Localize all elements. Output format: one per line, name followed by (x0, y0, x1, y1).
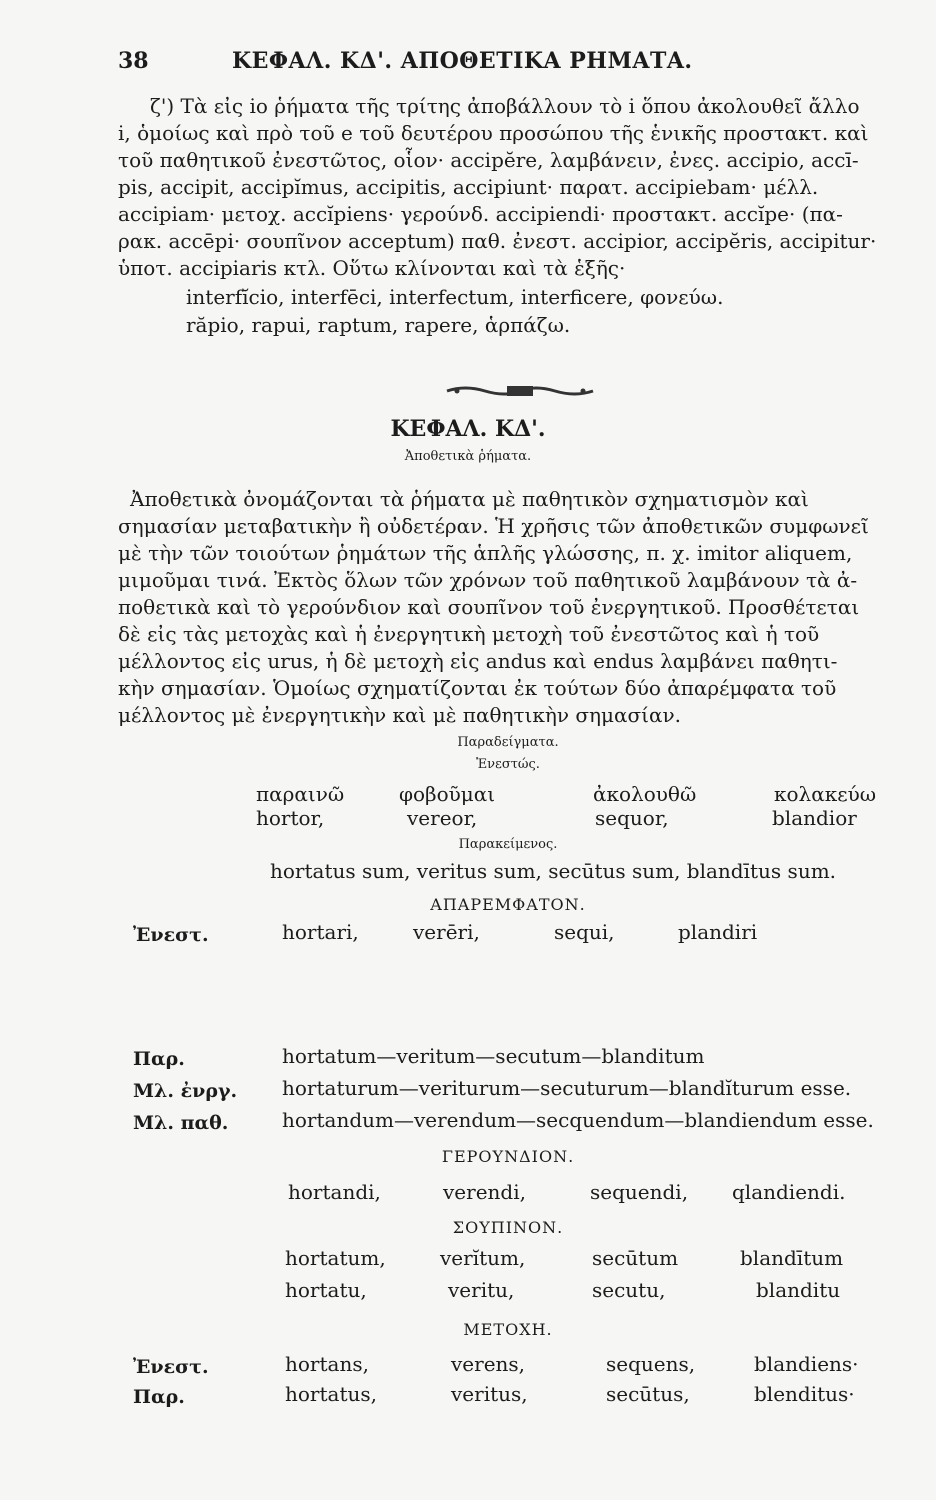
body-line: μιμοῦμαι τινά. Ἐκτὸς ὅλων τῶν χρόνων τοῦ παθητικοῦ λαμβάνουν τὰ ἀ- (118, 568, 858, 592)
intro-line: i, ὁμοίως καὶ πρὸ τοῦ e τοῦ δευτέρου προσώπου τῆς ἑνικῆς προστακτ. καὶ (118, 121, 869, 145)
gerund-heading: ΓΕΡΟΥΝΔΙΟΝ. (441, 1147, 575, 1166)
infinitive-heading: ΑΠΑΡΕΜΦΑΤΟΝ. (430, 895, 586, 914)
participle-cell: blenditus· (754, 1382, 855, 1406)
body-line: κὴν σημασίαν. Ὁμοίως σχηματίζονται ἐκ τούτων δύο ἀπαρέμφατα τοῦ (118, 676, 837, 700)
running-title: ΚΕΦΑΛ. ΚΔ'. ΑΠΟΘΕΤΙΚΑ ΡΗΜΑΤΑ. (232, 48, 693, 74)
intro-line: τοῦ παθητικοῦ ἐνεστῶτος, οἷον· accipĕre, λαμβάνειν, ἐνες. accipio, accī- (118, 148, 859, 172)
body-line: δὲ εἰς τὰς μετοχὰς καὶ ἡ ἐνεργητικὴ μετοχὴ τοῦ ἐνεστῶτος καὶ ἡ τοῦ (118, 622, 820, 646)
infinitive-cell: plandiri (678, 920, 758, 944)
participle-cell: secūtus, (606, 1382, 690, 1406)
participle-cell: veritus, (451, 1382, 528, 1406)
infinitive-cell: hortari, (282, 920, 359, 944)
row-label: Μλ. ἐνργ. (133, 1080, 238, 1102)
infinitive-cell: verēri, (413, 920, 480, 944)
body-line: σημασίαν μεταβατικὴν ἢ οὐδετέραν. Ἡ χρῆσις τῶν ἀποθετικῶν συμφωνεῖ (118, 514, 869, 538)
intro-line: ὑποτ. accipiaris κτλ. Οὕτω κλίνονται καὶ τὰ ἑξῆς· (118, 256, 626, 280)
supine-heading: ΣΟΥΠΙΝΟΝ. (452, 1218, 564, 1237)
participle-cell: blandiens· (754, 1352, 859, 1376)
chapter-heading: ΚΕΦΑΛ. ΚΔ'. (390, 416, 546, 442)
intro-line: ζ') Τὰ εἰς io ῥήματα τῆς τρίτης ἀποβάλλουν τὸ i ὅπου ἀκολουθεῖ ἄλλο (150, 94, 860, 118)
participle-cell: sequens, (606, 1352, 696, 1376)
supine-cell: blandītum (740, 1246, 844, 1270)
supine-cell: blanditu (756, 1278, 841, 1302)
participle-cell: hortatus, (285, 1382, 377, 1406)
examples-title: Παραδείγματα. (457, 735, 559, 750)
body-line: μέλλοντος εἰς urus, ἡ δὲ μετοχὴ εἰς andus καὶ endus λαμβάνει παθητι- (118, 649, 838, 673)
infinitive-row: hortandum—verendum—secquendum—blandiendum esse. (282, 1108, 874, 1132)
supine-cell: hortatum, (285, 1246, 386, 1270)
greek-verb: ἀκολουθῶ (593, 782, 697, 806)
latin-verb: blandior (772, 806, 857, 830)
gerund-cell: verendi, (443, 1180, 526, 1204)
participle-heading: ΜΕΤΟΧΗ. (463, 1320, 553, 1339)
greek-verb: κολακεύω (774, 782, 877, 806)
body-line: μέλλοντος μὲ ἐνεργητικὴν καὶ μὲ παθητικὴν σημασίαν. (118, 703, 682, 727)
supine-cell: verĭtum, (440, 1246, 526, 1270)
gerund-cell: sequendi, (590, 1180, 689, 1204)
page-number: 38 (118, 48, 149, 74)
intro-line: interfĭcio, interfēci, interfectum, interficere, φονεύω. (186, 285, 724, 309)
infinitive-cell: sequi, (554, 920, 615, 944)
gerund-cell: hortandi, (288, 1180, 381, 1204)
greek-verb: φοβοῦμαι (399, 782, 496, 806)
row-label: Ἐνεστ. (133, 1356, 209, 1378)
supine-cell: hortatu, (285, 1278, 367, 1302)
present-label: Ἐνεστώς. (476, 757, 540, 772)
supine-cell: veritu, (448, 1278, 515, 1302)
body-line: μὲ τὴν τῶν τοιούτων ῥημάτων τῆς ἁπλῆς γλώσσης, π. χ. imitor aliquem, (118, 541, 853, 565)
intro-line: pis, accipit, accipĭmus, accipitis, accipiunt· παρατ. accipiebam· μέλλ. (118, 175, 819, 199)
intro-line: ρακ. accēpi· σουπῖνον acceptum) παθ. ἐνεστ. accipior, accipĕris, accipitur· (118, 229, 877, 253)
latin-verb: hortor, (256, 806, 325, 830)
perfect-line: hortatus sum, veritus sum, secūtus sum, blandītus sum. (270, 859, 837, 883)
chapter-subheading: Ἀποθετικὰ ῥήματα. (404, 449, 532, 464)
greek-verb: παραινῶ (256, 782, 345, 806)
supine-cell: secutu, (592, 1278, 666, 1302)
participle-cell: hortans, (285, 1352, 369, 1376)
ornament-divider (445, 384, 595, 398)
row-label: Ἐνεστ. (133, 924, 209, 946)
body-line: ποθετικὰ καὶ τὸ γερούνδιον καὶ σουπῖνον τοῦ ἐνεργητικοῦ. Προσθέτεται (118, 595, 860, 619)
latin-verb: vereor, (407, 806, 478, 830)
body-line: Ἀποθετικὰ ὀνομάζονται τὰ ῥήματα μὲ παθητικὸν σχηματισμὸν καὶ (130, 487, 809, 511)
gerund-cell: qlandiendi. (732, 1180, 846, 1204)
intro-line: accipiam· μετοχ. accĭpiens· γερούνδ. accipiendi· προστακτ. accĭpe· (πα- (118, 202, 843, 226)
row-label: Παρ. (133, 1386, 185, 1408)
infinitive-row: hortatum—veritum—secutum—blanditum (282, 1044, 705, 1068)
row-label: Μλ. παθ. (133, 1112, 229, 1134)
infinitive-row: hortaturum—veriturum—secuturum—blandĭturum esse. (282, 1076, 852, 1100)
supine-cell: secūtum (592, 1246, 679, 1270)
participle-cell: verens, (451, 1352, 526, 1376)
perfect-label: Παρακείμενος. (458, 837, 558, 852)
row-label: Παρ. (133, 1048, 185, 1070)
intro-line: răpio, rapui, raptum, rapere, ἁρπάζω. (186, 313, 571, 337)
latin-verb: sequor, (595, 806, 669, 830)
